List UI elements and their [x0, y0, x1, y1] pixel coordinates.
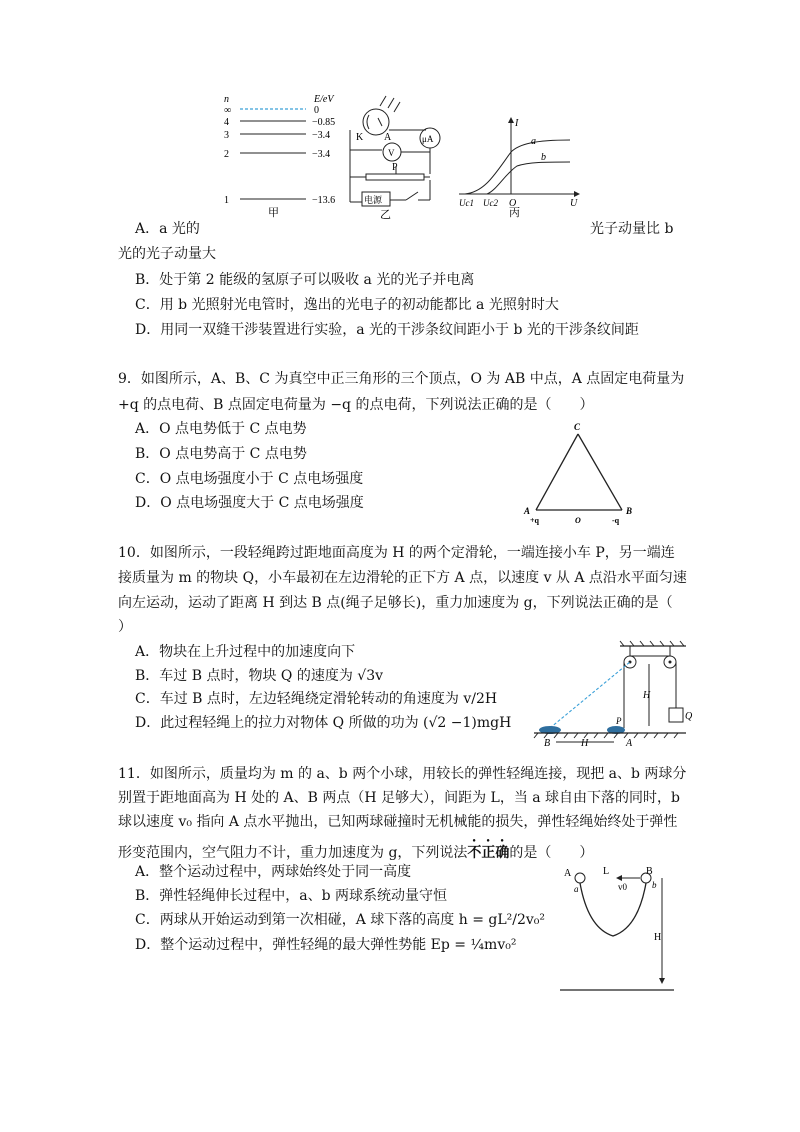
- height-h-label: H: [643, 690, 651, 701]
- energy-axis-label: E/eV: [314, 94, 334, 105]
- q10-option-c: C．车过 B 点时，左边轻绳绕定滑轮转动的角速度为 v/2H: [135, 691, 498, 707]
- vertex-a-label: A: [524, 506, 531, 516]
- q10-option-a: A．物块在上升过程中的加速度向下: [135, 644, 356, 660]
- voltmeter-label: V: [388, 148, 395, 158]
- q10-stem-line3: 向左运动，运动了距离 H 到达 B 点(绳子足够长)，重力加速度为 g，下列说法正确的是（: [118, 595, 673, 611]
- distance-h-label: H: [581, 738, 589, 749]
- iu-curve-graph: [455, 114, 585, 218]
- q11-option-d: D．整个运动过程中，弹性轻绳的最大弹性势能 Ep = ¼mv₀²: [135, 937, 517, 953]
- q8-option-a-left: A．a 光的: [135, 221, 200, 237]
- q10-option-b: B．车过 B 点时，物块 Q 的速度为 √3v: [135, 668, 384, 684]
- pulley-system-diagram: [530, 640, 693, 750]
- point-a-label-q11: A: [564, 868, 572, 879]
- height-h-label-q11: H: [654, 932, 662, 943]
- velocity-v0-label: v0: [618, 882, 627, 892]
- q11-option-c: C．两球从开始运动到第一次相碰，A 球下落的高度 h = gL²/2v₀²: [135, 912, 545, 928]
- q9-stem-line1: 9．如图所示，A、B、C 为真空中正三角形的三个顶点，O 为 AB 中点，A 点固定电荷量为: [118, 371, 685, 387]
- charge-minus-q: -q: [612, 516, 620, 525]
- curve-a-label: a: [531, 136, 536, 147]
- level-e-1: −13.6: [312, 195, 336, 206]
- uc2-label: Uc2: [483, 198, 498, 208]
- power-source-label: 电源: [364, 195, 383, 205]
- q10-stem-line4: ）: [118, 619, 132, 635]
- q11-option-a: A．整个运动过程中，两球始终处于同一高度: [135, 864, 412, 880]
- slider-label: P: [392, 162, 398, 173]
- figure-caption-yi: 乙: [380, 209, 391, 221]
- separation-l-label: L: [603, 866, 610, 877]
- level-n-inf: ∞: [224, 105, 232, 116]
- q8-option-b: B．处于第 2 能级的氢原子可以吸收 a 光的光子并电离: [135, 272, 475, 288]
- ball-a-label: a: [574, 884, 579, 894]
- level-n-2: 2: [224, 149, 229, 160]
- q11-stem-line2: 别置于距地面高为 H 处的 A、B 两点（H 足够大），间距为 L，当 a 球自由下落的同时，b: [118, 790, 681, 806]
- uc1-label: Uc1: [459, 198, 474, 208]
- q8-option-a-right: 光子动量比 b: [590, 221, 674, 237]
- level-n-1: 1: [224, 195, 229, 206]
- q10-stem-line2: 接质量为 m 的物块 Q，小车最初在左边滑轮的正下方 A 点，以速度 v 从 A 点沿水平面匀速: [118, 570, 687, 586]
- photoelectric-circuit-diagram: [342, 94, 446, 222]
- voltage-axis-label: U: [570, 198, 578, 209]
- microammeter-label: μA: [422, 134, 434, 144]
- figure-caption-jia: 甲: [268, 207, 279, 219]
- q10-stem-line1: 10．如图所示，一段轻绳跨过距地面高度为 H 的两个定滑轮，一端连接小车 P，另一端连: [118, 545, 675, 561]
- q11-stem-line4-post: 的是（ ）: [509, 845, 594, 861]
- midpoint-o-label: O: [575, 516, 581, 525]
- q9-option-d: D．O 点电场强度大于 C 点电场强度: [135, 495, 364, 511]
- q11-stem-line4-pre: 形变范围内，空气阻力不计，重力加速度为 g，下列说法: [118, 845, 468, 861]
- vertex-b-label: B: [626, 506, 633, 516]
- origin-label: O: [509, 198, 517, 209]
- q9-option-b: B．O 点电势高于 C 点电势: [135, 446, 307, 462]
- level-e-2: −3.4: [312, 149, 331, 160]
- q10-option-d: D．此过程轻绳上的拉力对物体 Q 所做的功为 (√2 −1)mgH: [135, 715, 512, 731]
- anode-label: A: [384, 132, 392, 143]
- n-axis-label: n: [224, 94, 229, 105]
- ball-b-label: b: [652, 880, 657, 890]
- point-b-label-q11: B: [646, 866, 653, 877]
- q9-option-c: C．O 点电场强度小于 C 点电场强度: [135, 471, 364, 487]
- q9-option-a: A．O 点电势低于 C 点电势: [135, 421, 307, 437]
- q8-option-d: D．用同一双缝干涉装置进行实验，a 光的干涉条纹间距小于 b 光的干涉条纹间距: [135, 322, 639, 338]
- level-n-4: 4: [224, 117, 229, 128]
- figure-caption-bing: 丙: [509, 207, 520, 219]
- q11-emphasis-text: 不正确: [467, 845, 510, 861]
- vertex-c-label: C: [574, 422, 581, 432]
- q11-option-b: B．弹性轻绳伸长过程中，a、b 两球系统动量守恒: [135, 888, 448, 904]
- block-q-label: Q: [685, 711, 693, 722]
- level-e-inf: 0: [314, 105, 319, 116]
- cathode-label: K: [356, 132, 364, 143]
- energy-level-diagram: [218, 88, 350, 218]
- level-e-4: −0.85: [312, 117, 336, 128]
- point-a-label: A: [626, 738, 633, 749]
- level-n-3: 3: [224, 130, 229, 141]
- charge-plus-q: +q: [530, 516, 540, 525]
- q11-stem-line4: [118, 836, 593, 863]
- point-b-label: B: [544, 738, 551, 749]
- car-p-label: P: [616, 716, 622, 726]
- q11-stem-line3: 球以速度 v₀ 指向 A 点水平抛出，已知两球碰撞时无机械能的损失，弹性轻绳始终处于弹性: [118, 814, 678, 830]
- current-axis-label: I: [515, 118, 519, 129]
- triangle-charge-diagram: [520, 420, 638, 526]
- q8-option-a-cont: 光的光子动量大: [118, 246, 216, 262]
- q8-option-c: C．用 b 光照射光电管时，逸出的光电子的初动能都比 a 光照射时大: [135, 297, 559, 313]
- curve-b-label: b: [541, 152, 546, 163]
- level-e-3: −3.4: [312, 130, 331, 141]
- elastic-rope-balls-diagram: [558, 858, 678, 998]
- q11-stem-line1: 11．如图所示，质量均为 m 的 a、b 两个小球，用较长的弹性轻绳连接，现把 a、b 两球分: [118, 766, 687, 782]
- q9-stem-line2: +q 的点电荷、B 点固定电荷量为 −q 的点电荷，下列说法正确的是（ ）: [118, 397, 594, 413]
